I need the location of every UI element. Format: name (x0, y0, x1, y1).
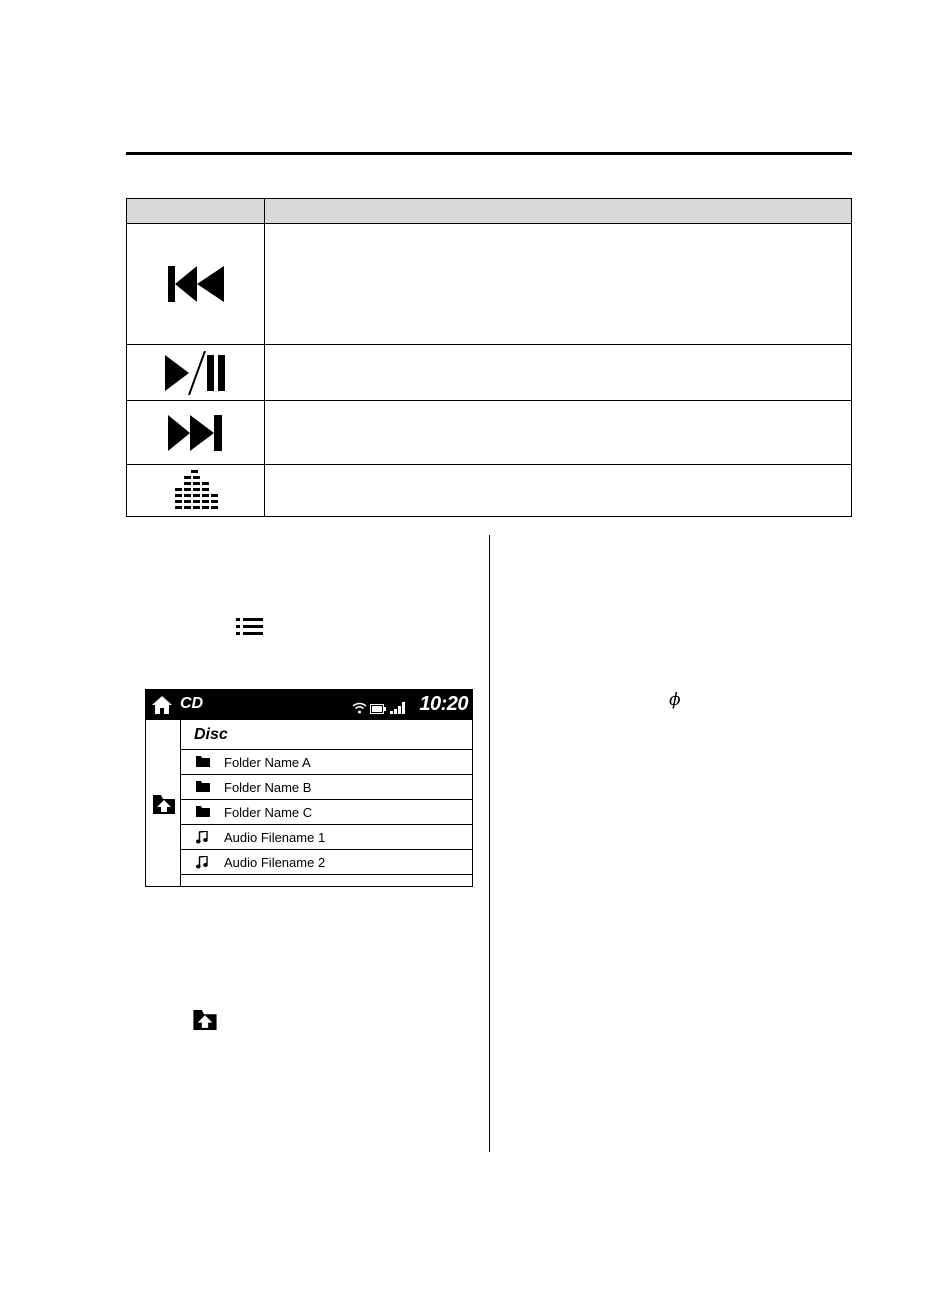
table-row-description (265, 345, 852, 401)
screen-header (146, 690, 472, 720)
list-item-label: Folder Name B (224, 780, 312, 795)
list-heading: Disc (181, 720, 472, 750)
music-note-icon (196, 831, 208, 844)
folder-icon (196, 756, 210, 767)
battery-icon (370, 704, 386, 714)
wifi-icon (352, 702, 367, 714)
table-row-description (265, 465, 852, 517)
folder-icon (196, 806, 210, 817)
table-row-description (265, 401, 852, 465)
folder-icon (196, 781, 210, 792)
header-rule (126, 152, 852, 155)
skip-back-icon (168, 266, 224, 302)
folder-up-icon[interactable] (153, 795, 175, 814)
list-item[interactable] (181, 800, 472, 825)
skip-forward-icon (168, 415, 224, 451)
music-note-icon (196, 856, 208, 869)
side-column (146, 720, 181, 887)
file-list (181, 720, 472, 886)
cd-screen (145, 689, 473, 887)
table-header-icon (127, 199, 265, 224)
controls-table (126, 198, 852, 517)
table-row-description (265, 224, 852, 345)
table-row (127, 224, 852, 345)
list-item-label: Audio Filename 1 (224, 830, 326, 845)
list-icon (236, 618, 263, 635)
list-item[interactable] (181, 750, 472, 775)
list-item-label: Folder Name A (224, 755, 311, 770)
list-item[interactable] (181, 825, 472, 850)
list-item-label: Folder Name C (224, 805, 313, 820)
phi-symbol: ϕ (669, 690, 681, 710)
signal-icon (390, 702, 406, 714)
folder-up-icon (193, 1010, 217, 1030)
table-row (127, 401, 852, 465)
list-item-label: Audio Filename 2 (224, 855, 326, 870)
play-pause-icon (165, 351, 227, 395)
table-header-row (127, 199, 852, 224)
screen-title: CD (180, 695, 204, 712)
table-header-description (265, 199, 852, 224)
home-icon[interactable] (152, 696, 172, 714)
equalizer-icon (172, 470, 220, 512)
list-item[interactable] (181, 850, 472, 875)
column-divider (489, 535, 490, 1152)
table-row (127, 345, 852, 401)
clock-time: 10:20 (419, 693, 468, 715)
list-item[interactable] (181, 775, 472, 800)
table-row (127, 465, 852, 517)
